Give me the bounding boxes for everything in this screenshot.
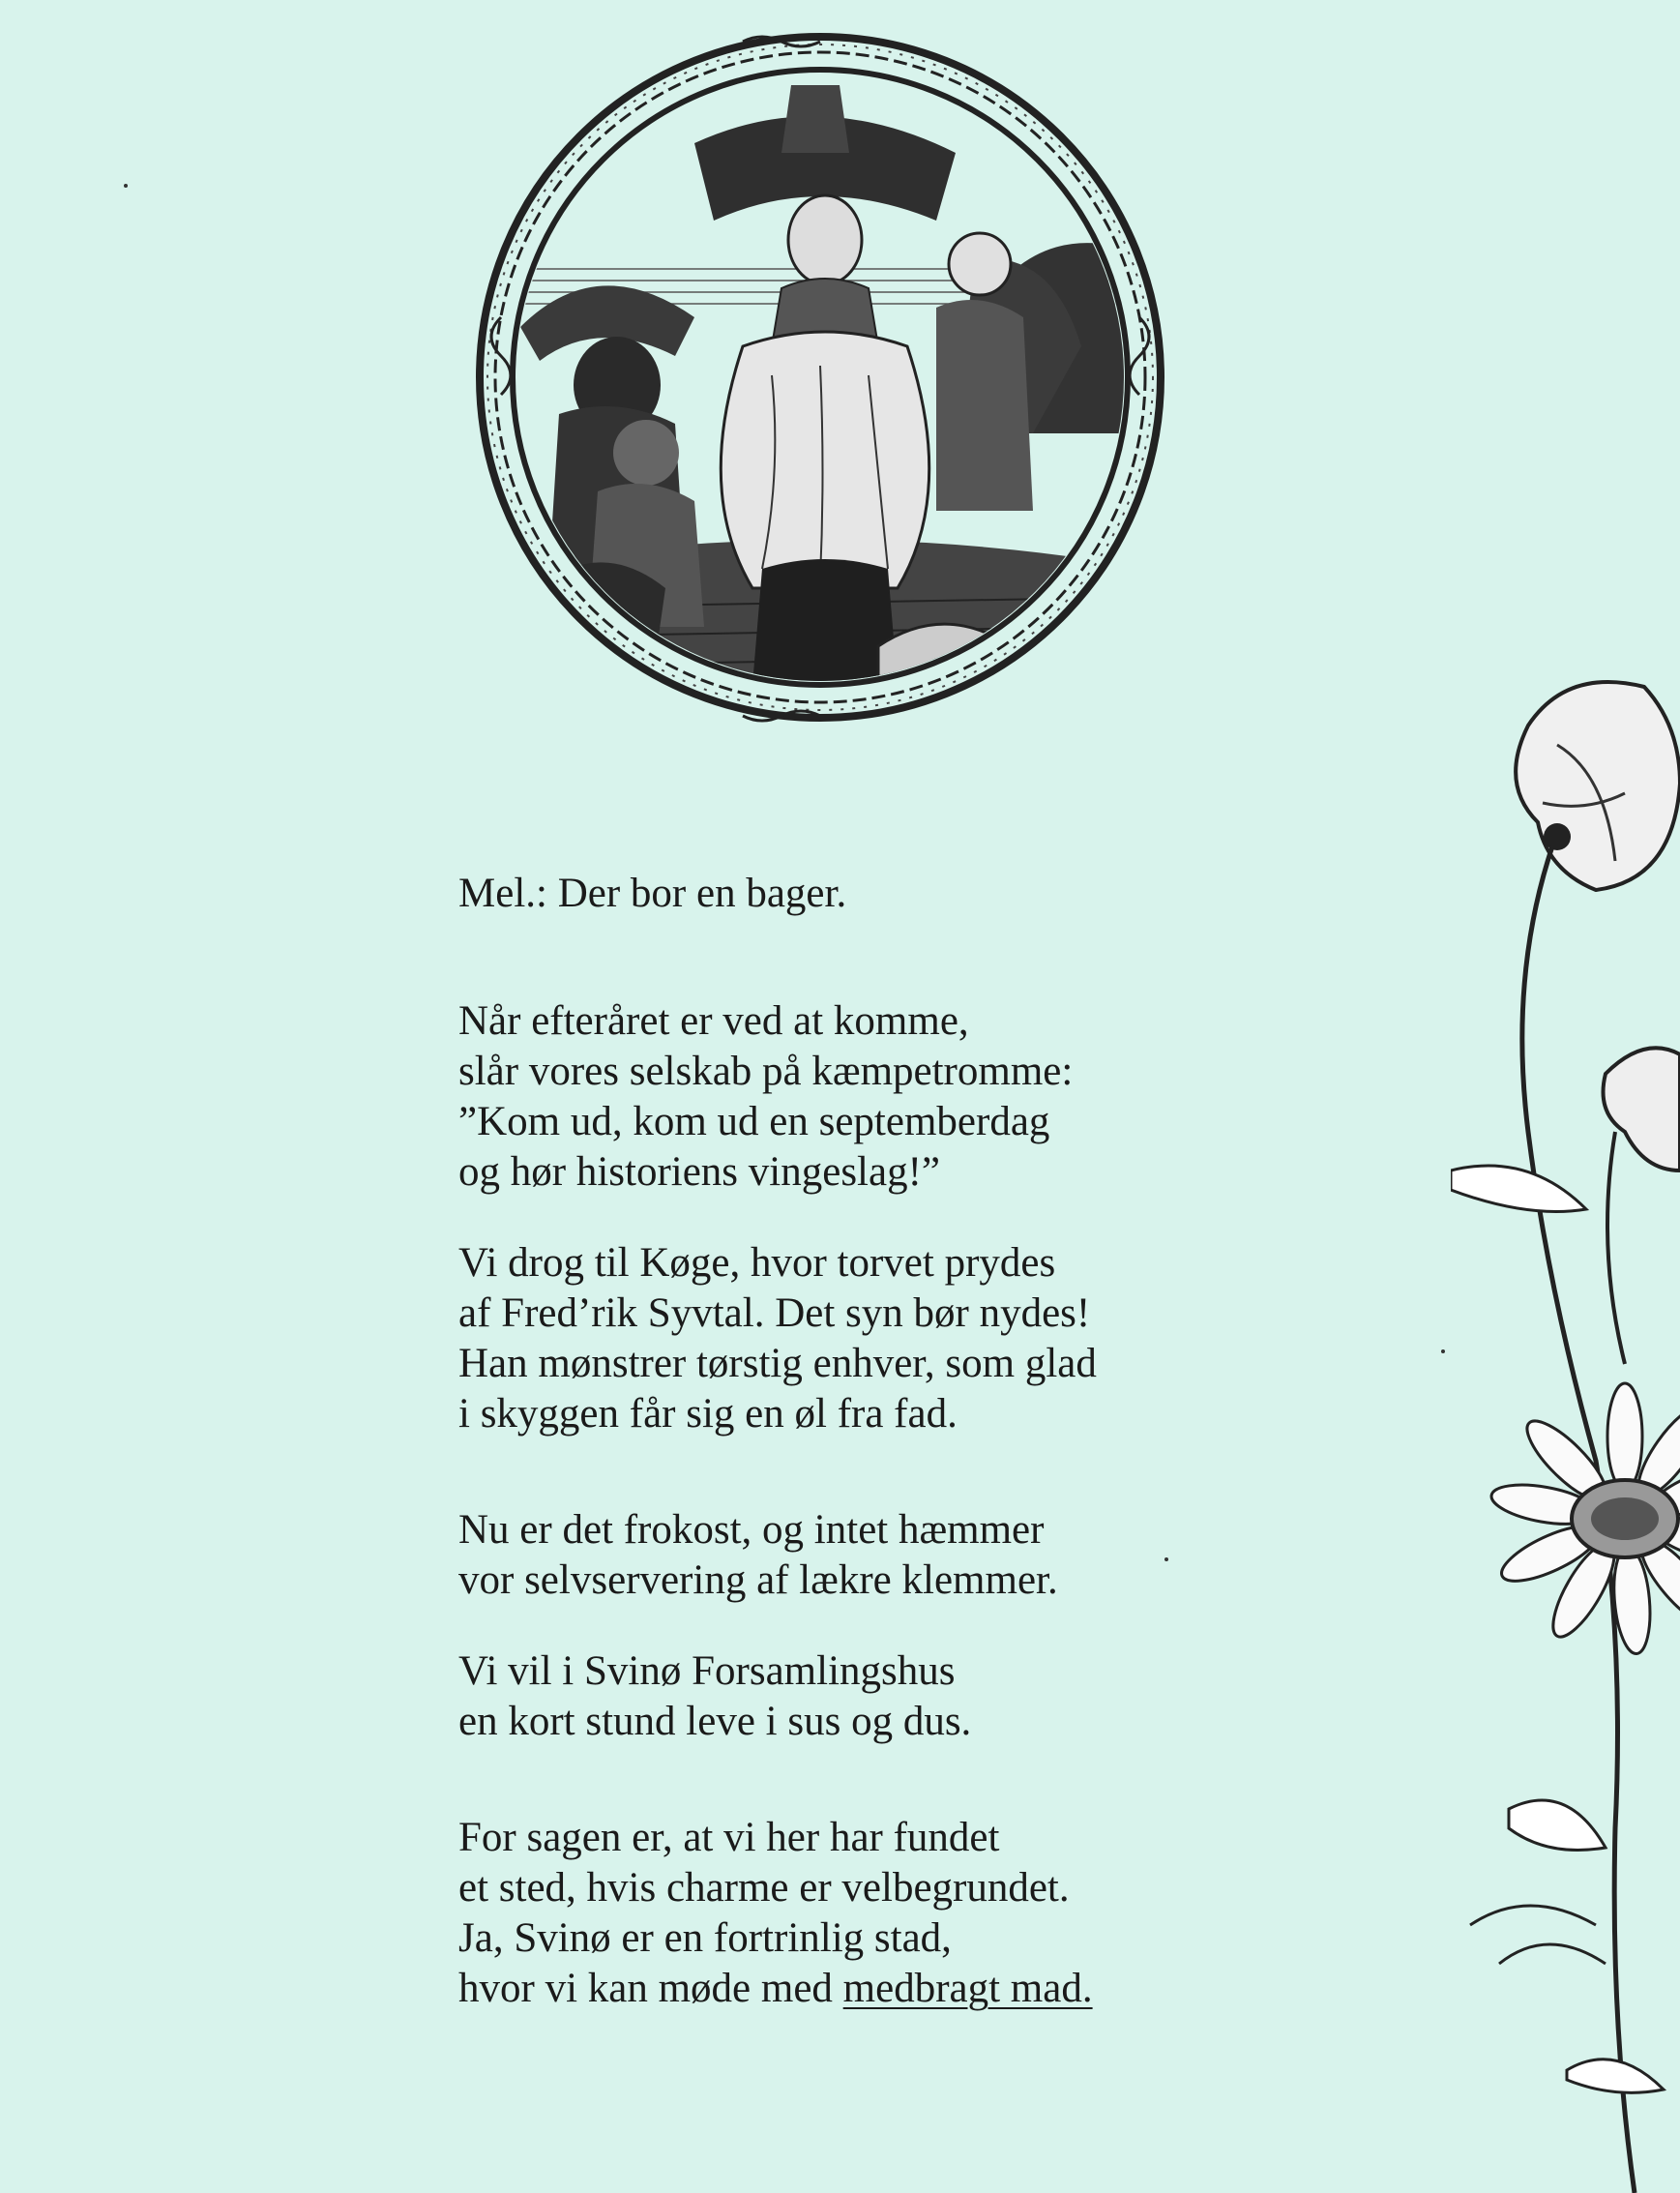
stanza-3	[458, 1505, 1329, 1606]
poem-line: et sted, hvis charme er velbegrundet.	[458, 1865, 1070, 1911]
poem-line: i skyggen får sig en øl fra fad.	[458, 1391, 958, 1437]
melody-line: Mel.: Der bor en bager.	[458, 871, 847, 916]
paper-speck	[1441, 1349, 1445, 1353]
poem-line: Når efteråret er ved at komme,	[458, 998, 969, 1044]
poem-line: Vi vil i Svinø Forsamlingshus	[458, 1648, 956, 1694]
poem-line: slår vores selskab på kæmpetromme:	[458, 1049, 1074, 1094]
poem-line: en kort stund leve i sus og dus.	[458, 1699, 972, 1744]
poem-line: For sagen er, at vi her har fundet	[458, 1815, 1000, 1860]
stanza-4	[458, 1646, 1329, 1747]
underlined-phrase: medbragt mad.	[842, 1966, 1093, 2011]
poem-line: ”Kom ud, kom ud en septemberdag	[458, 1099, 1050, 1144]
poem-line: og hør historiens vingeslag!”	[458, 1149, 940, 1195]
stanza-5	[458, 1813, 1329, 2014]
poppy-daisy-flowers-icon	[1451, 667, 1680, 2193]
paper-speck	[1164, 1557, 1168, 1561]
poem-line: Nu er det frokost, og intet hæmmer	[458, 1507, 1045, 1553]
poem-line: af Fred’rik Syvtal. Det syn bør nydes!	[458, 1290, 1091, 1336]
poem-line: Ja, Svinø er en fortrinlig stad,	[458, 1915, 952, 1961]
poem	[458, 869, 1329, 2055]
stanza-2	[458, 1238, 1329, 1439]
stanza-1	[458, 996, 1329, 1198]
poem-line: vor selvservering af lækre klemmer.	[458, 1557, 1058, 1603]
poem-last-line	[458, 1964, 1329, 2014]
paper-speck	[124, 184, 128, 188]
poem-line: Han mønstrer tørstig enhver, som glad	[458, 1341, 1097, 1386]
harvest-medallion-icon	[453, 27, 1188, 733]
poem-line: Vi drog til Køge, hvor torvet prydes	[458, 1240, 1056, 1286]
poem-line-start: hvor vi kan møde med	[458, 1966, 843, 2011]
